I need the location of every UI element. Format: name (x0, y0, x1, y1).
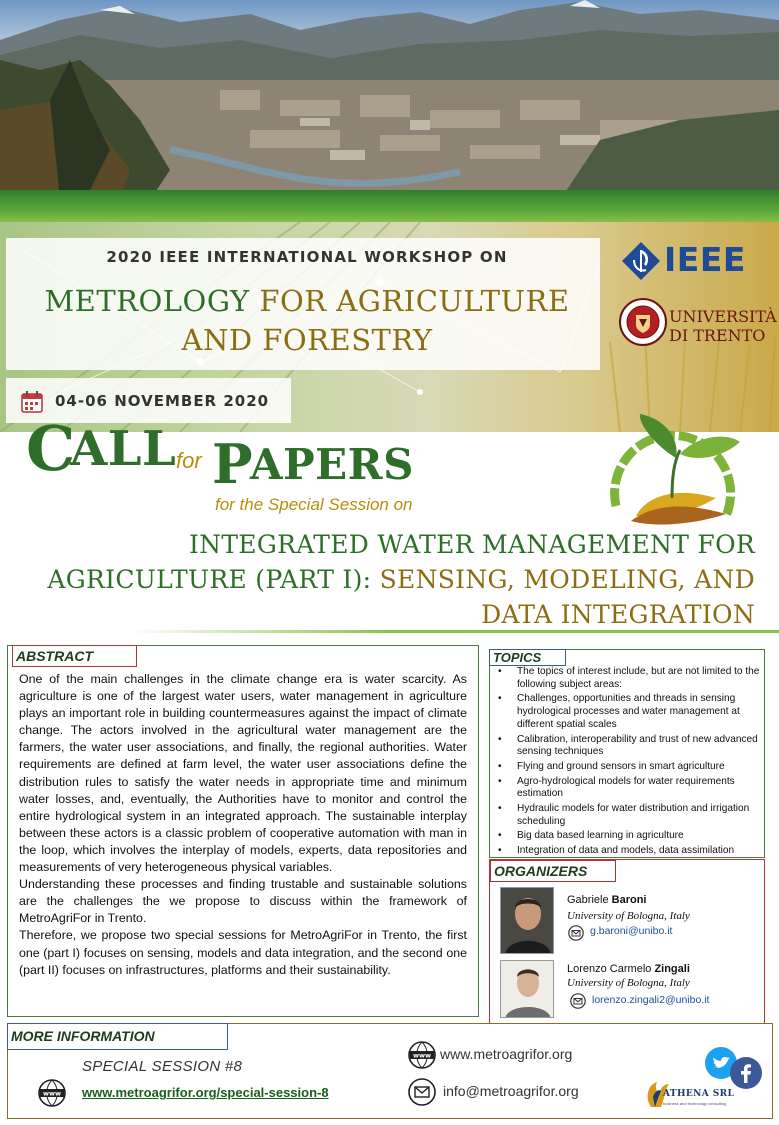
sponsor-tagline: business and technology consulting (663, 1101, 727, 1106)
topic-item: • Big data based learning in agriculture (496, 830, 762, 843)
envelope-icon (570, 993, 586, 1009)
topic-item: • Integration of data and models, data assimilation (496, 845, 762, 858)
organizer-affiliation: University of Bologna, Italy (567, 910, 690, 922)
topic-item: • Flying and ground sensors in smart agriculture (496, 761, 762, 774)
organizers-label: ORGANIZERS (490, 860, 616, 882)
university-seal-icon (618, 297, 668, 347)
website-link[interactable]: www.metroagrifor.org (440, 1046, 573, 1062)
abstract-label: ABSTRACT (12, 645, 137, 667)
globe-www-icon (408, 1041, 436, 1069)
organizer-affiliation: University of Bologna, Italy (567, 977, 690, 989)
leaf-sprout-logo-icon (576, 406, 756, 528)
title-and-forestry: AND FORESTRY (181, 323, 433, 357)
email-link[interactable]: info@metroagrifor.org (443, 1083, 579, 1099)
abstract-text (19, 671, 467, 979)
organizer-email-link[interactable]: lorenzo.zingali2@unibo.it (592, 994, 710, 1006)
topic-item: • Challenges, opportunities and threads in sensing hydrological processes and water management at different spatial scales (496, 693, 762, 731)
topic-item: • Agro-hydrological models for water requirements estimation (496, 776, 762, 801)
calendar-icon (21, 391, 43, 413)
globe-www-icon (38, 1079, 66, 1107)
special-session-title: INTEGRATED WATER MANAGEMENT FOR AGRICULTURE (PART I): SENSING, MODELING, AND DATA INTEGRATION (47, 530, 755, 629)
title-for-agriculture: FOR AGRICULTURE (249, 284, 570, 318)
abstract-paragraph-1: One of the main challenges in the climate change era is water scarcity. As agriculture is one of the largest water users, water management in agriculture plays an important role in building countermeasures against the impact of climate change. The actors involved in the agricultural water management are the farmers, the water user associations, and finally, the regional authorities. Water requirements are defined at farm level, the water user associations define the distribution rules to satisfy the water needs in appropriate time and minimum water losses, and, eventually, the Authorities have to monitor and control the entire hydrological system in an integrated approach. The sustainable interplay between these actors is a classic problem of cooperative automation with man in the loop, which involves the interplay of models, experts, data repositories and measurements of very heterogeneous physical variables. (19, 672, 467, 875)
organizer-email-link[interactable]: g.baroni@unibo.it (590, 925, 673, 937)
topic-item: • Calibration, interoperability and trust of new advanced sensing techniques (496, 734, 762, 759)
workshop-line: 2020 IEEE INTERNATIONAL WORKSHOP ON (106, 248, 508, 266)
svg-text:www: www (412, 1051, 432, 1060)
more-information-label: MORE INFORMATION (7, 1023, 228, 1050)
abstract-paragraph-3: Therefore, we propose two special sessions for MetroAgriFor in Trento, the first one (part I) focuses on sensing, models and data integration, and the second one (part II) focuses on infrastructures, platforms and their sustainability. (19, 928, 467, 977)
event-date: 04-06 NOVEMBER 2020 (55, 392, 270, 410)
topics-list (496, 666, 762, 860)
ieee-wordmark: IEEE (664, 240, 746, 279)
topic-item: • Hydraulic models for water distribution and irrigation scheduling (496, 803, 762, 828)
svg-text:www: www (42, 1089, 62, 1098)
envelope-icon (408, 1078, 436, 1106)
envelope-icon (568, 925, 584, 941)
hero-landscape-photo (0, 0, 779, 200)
organizer-name-baroni: Gabriele Baroni (567, 894, 647, 906)
special-session-intro: for the Special Session on (215, 495, 413, 514)
sponsor-name: ATHENA SRL (663, 1089, 735, 1099)
section-divider (130, 630, 779, 633)
special-session-link[interactable]: www.metroagrifor.org/special-session-8 (82, 1085, 329, 1100)
organizer-photo-baroni (500, 887, 554, 954)
special-session-number: SPECIAL SESSION #8 (82, 1058, 243, 1075)
title-metrology: METROLOGY (44, 284, 250, 318)
workshop-title (8, 282, 606, 360)
topic-item: • The topics of interest include, but are not limited to the following subject areas: (496, 666, 762, 691)
organizer-photo-zingali (500, 960, 554, 1018)
green-band (0, 190, 779, 224)
topics-label: TOPICS (489, 649, 566, 666)
organizer-name-zingali: Lorenzo Carmelo Zingali (567, 963, 690, 975)
university-wordmark: UNIVERSITÀ DI TRENTO (669, 307, 777, 345)
call-for-papers-heading: C ALL for P APERS (26, 412, 414, 496)
abstract-paragraph-2: Understanding these processes and finding trustable and sustainable solutions are the challenges the we propose to discuss within the framework of MetroAgriFor in Trento. (19, 877, 467, 926)
